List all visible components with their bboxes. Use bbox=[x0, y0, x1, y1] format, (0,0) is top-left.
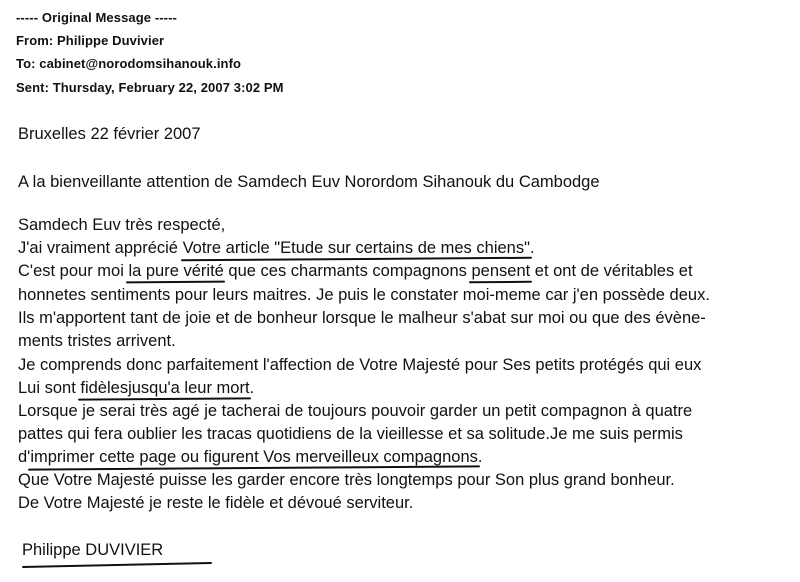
body-line-10 bbox=[18, 447, 482, 467]
sent-line: Sent: Thursday, February 22, 2007 3:02 PM bbox=[16, 80, 284, 95]
body-text: et ont de véritables et bbox=[530, 262, 693, 280]
body-line-8: Lorsque je serai très agé je tacherai de toujours pouvoir garder un petit compagnon à quatre bbox=[18, 402, 693, 420]
body-text: que ces charmants compagnons bbox=[223, 262, 472, 280]
body-text: C'est pour moi bbox=[18, 262, 129, 280]
body-line-4: Ils m'apportent tant de joie et de bonheur lorsque le malheur s'abat sur moi ou que des évène- bbox=[18, 309, 706, 327]
attention-line: A la bienveillante attention de Samdech Euv Norordom Sihanouk du Cambodge bbox=[18, 173, 600, 191]
body-line-3: honnetes sentiments pour leurs maitres. Je puis le constater moi-meme car j'en possède deux. bbox=[18, 286, 710, 304]
body-text: J'ai vraiment apprécié bbox=[18, 239, 183, 257]
body-line-12: De Votre Majesté je reste le fidèle et dévoué serviteur. bbox=[18, 494, 414, 512]
body-line-7 bbox=[18, 378, 254, 398]
original-message-label: ----- Original Message ----- bbox=[16, 10, 177, 25]
underlined-word: pensent bbox=[471, 262, 531, 280]
body-text: . bbox=[249, 379, 255, 397]
body-text: Lui sont bbox=[18, 379, 81, 397]
signature-underline bbox=[22, 562, 212, 568]
underlined-phrase: fidèlesjusqu'a leur mort bbox=[80, 379, 250, 397]
signature: Philippe DUVIVIER bbox=[22, 541, 164, 559]
salutation: Samdech Euv très respecté, bbox=[18, 216, 226, 234]
from-line: From: Philippe Duvivier bbox=[16, 33, 165, 48]
to-line: To: cabinet@norodomsihanouk.info bbox=[16, 56, 242, 71]
body-text: d' bbox=[18, 448, 31, 466]
body-text: . bbox=[529, 239, 535, 257]
underlined-phrase: Votre article "Etude sur certains de mes chiens" bbox=[182, 239, 530, 257]
body-line-11: Que Votre Majesté puisse les garder encore très longtemps pour Son plus grand bonheur. bbox=[18, 471, 675, 489]
body-line-9: pattes qui fera oublier les tracas quotidiens de la vieillesse et sa solitude.Je me suis permis bbox=[18, 425, 683, 443]
body-line-6: Je comprends donc parfaitement l'affection de Votre Majesté pour Ses petits protégés qui eux bbox=[18, 356, 702, 374]
place-date: Bruxelles 22 février 2007 bbox=[18, 125, 201, 143]
body-line-1 bbox=[18, 238, 535, 258]
underlined-phrase: imprimer cette page ou figurent Vos merveilleux compagnons bbox=[30, 448, 478, 466]
body-text: . bbox=[477, 448, 483, 466]
body-line-2 bbox=[18, 261, 693, 281]
underlined-phrase: la pure vérité bbox=[128, 262, 224, 280]
body-line-5: ments tristes arrivent. bbox=[18, 332, 176, 350]
